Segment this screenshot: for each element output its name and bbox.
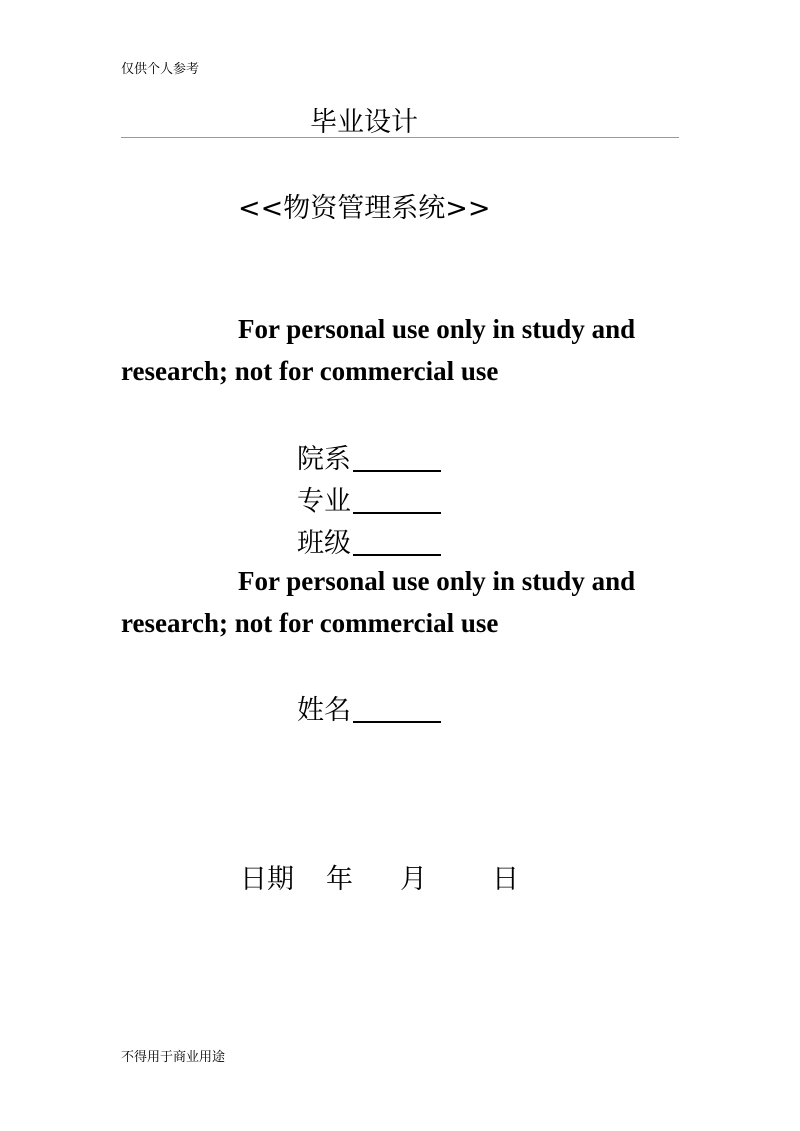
major-field [297,479,441,518]
header-note: 仅供个人参考 [121,62,200,77]
notice-line-1: For personal use only in study and [238,566,636,596]
document-title: 毕业设计 [310,107,418,138]
major-label: 专业 [297,486,351,517]
class-label: 班级 [297,528,351,559]
usage-notice [121,308,678,392]
department-blank [353,444,441,472]
class-field [297,521,441,560]
date-label: 日期 [240,864,294,895]
notice-line-2: research; not for commercial use [121,608,499,638]
project-name: <<物资管理系统>> [238,193,491,224]
class-blank [353,528,441,556]
name-field [297,688,441,727]
date-day: 日 [492,864,519,895]
header-rule [121,137,679,138]
footer-note: 不得用于商业用途 [121,1050,226,1065]
notice-line-1: For personal use only in study and [238,314,636,344]
date-month: 月 [400,864,427,895]
department-label: 院系 [297,444,351,475]
major-blank [353,486,441,514]
name-blank [353,695,441,723]
date-year: 年 [326,864,353,895]
name-label: 姓名 [297,695,351,726]
notice-line-2: research; not for commercial use [121,356,499,386]
department-field [297,437,441,476]
usage-notice-repeat [121,560,678,644]
